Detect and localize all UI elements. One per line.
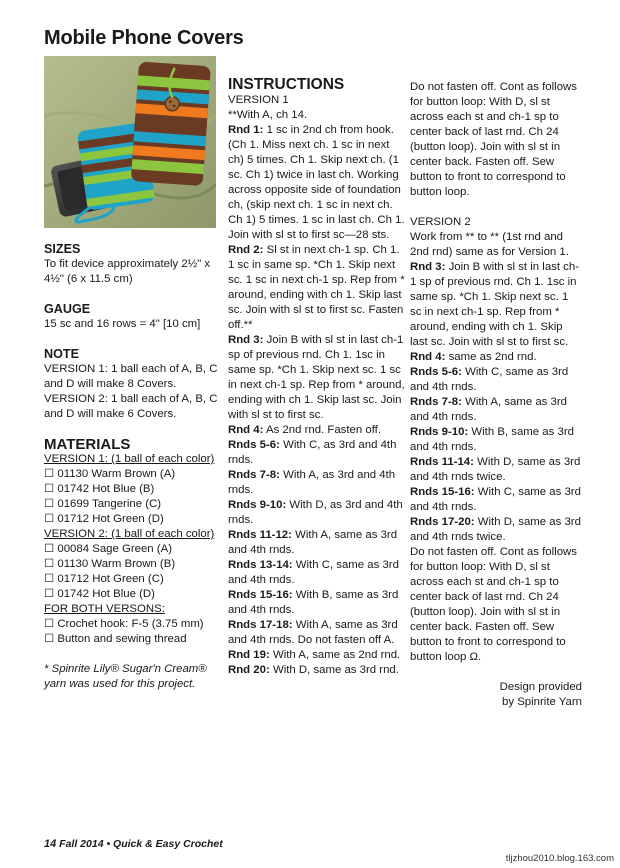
round-text: Join B with sl st in last ch-1 sp of previous rnd. Ch 1. 1sc in same sp. *Ch 1. Skip next sc. 1 sc in next ch-1 sp. Rep from * around, ending with ch 1. Skip last sc. Join with sl st to first sc. [228,334,405,421]
round-text: With A, same as 3rd and 4th rnds. [228,529,398,556]
version1-end: Do not fasten off. Cont as follows for button loop: With D, sl st across each st and ch-1 sp to center back of last rnd. Ch 24 (button loop). Join with sl st in center back. Fasten off. Sew button to front to correspond to button loop. [410,81,577,198]
issue-title: Fall 2014 • Quick & Easy Crochet [56,838,223,850]
round-instruction [228,423,406,438]
round-label: Rnds 7-8: [410,396,462,408]
materials-v2-heading: VERSION 2: (1 ball of each color) [44,528,215,540]
round-instruction [410,455,582,485]
sizes-text: To fit device approximately 2½" x 4½" (6 x 11.5 cm) [44,258,211,285]
round-label: Rnds 17-18: [228,619,293,631]
round-text: As 2nd rnd. Fasten off. [263,424,382,436]
round-instruction [228,588,406,618]
version2-rounds [410,260,582,545]
materials-both-heading: FOR BOTH VERSONS: [44,603,165,615]
gauge-heading: GAUGE [44,302,91,316]
round-instruction [410,515,582,545]
round-label: Rnds 15-16: [228,589,293,601]
round-text: Join B with sl st in last ch-1 sp of previous rnd. Ch 1. 1sc in same sp. *Ch 1. Skip next sc. 1 sc in next ch-1 sp. Rep from * around, ending with ch 1. Skip last sc. Join with sl st to first sc. [410,261,580,348]
round-label: Rnds 9-10: [410,426,469,438]
note-text-1: VERSION 1: 1 ball each of A, B, C and D will make 8 Covers. [44,363,218,390]
material-item: ☐ 01130 Warm Brown (A) [44,468,176,480]
round-text: same as 2nd rnd. [445,351,537,363]
material-item: ☐ 01130 Warm Brown (B) [44,558,176,570]
material-item: ☐ Button and sewing thread [44,633,187,645]
page-footer [44,838,223,850]
left-column [44,242,219,692]
sizes-heading: SIZES [44,242,81,256]
materials-heading: MATERIALS [44,436,131,453]
material-item: ☐ 01699 Tangerine (C) [44,498,162,510]
instruction-start: **With A, ch 14. [228,109,308,121]
round-instruction [228,468,406,498]
round-label: Rnds 13-14: [228,559,293,571]
round-text: With A, same as 3rd and 4th rnds. Do not fasten off A. [228,619,398,646]
instructions-heading: INSTRUCTIONS [228,76,345,93]
middle-column [228,77,406,678]
round-instruction [410,395,582,425]
round-instruction [228,663,406,678]
round-text: With C, same as 3rd and 4th rnds. [410,486,581,513]
page-title: Mobile Phone Covers [44,27,244,49]
round-text: With A, same as 2nd rnd. [269,649,401,661]
watermark: tljzhou2010.blog.163.com [505,853,614,864]
round-label: Rnds 5-6: [410,366,462,378]
note-text-2: VERSION 2: 1 ball each of A, B, C and D will make 6 Covers. [44,393,218,420]
round-text: With B, same as 3rd and 4th rnds. [228,589,399,616]
round-label: Rnds 17-20: [410,516,475,528]
note-heading: NOTE [44,347,79,361]
round-label: Rnd 1: [228,124,264,136]
round-instruction [228,123,406,243]
round-label: Rnd 4: [228,424,264,436]
round-instruction [410,365,582,395]
version2-end: Do not fasten off. Cont as follows for button loop: With D, sl st across each st and ch-1 sp to center back of last rnd. Ch 24 (button loop). Join with sl st in center back. Fasten off. Sew button to front to correspond to button loop Ω. [410,546,577,663]
design-credit-2: by Spinrite Yarn [502,696,582,708]
round-text: With D, same as 3rd and 4th rnds twice. [410,516,581,543]
version2-start: Work from ** to ** (1st rnd and 2nd rnd) same as for Version 1. [410,231,569,258]
round-instruction [228,333,406,423]
round-text: With C, as 3rd and 4th rnds. [228,439,397,466]
round-label: Rnds 11-12: [228,529,292,541]
material-item: ☐ 01712 Hot Green (D) [44,513,164,525]
round-instruction [228,648,406,663]
gauge-text: 15 sc and 16 rows = 4" [10 cm] [44,318,201,330]
round-instruction [228,558,406,588]
round-label: Rnd 19: [228,649,270,661]
round-text: Sl st in next ch-1 sp. Ch 1. 1 sc in same sp. *Ch 1. Skip next sc. 1 sc in next ch-1 sp. Rep from * around, ending with ch 1. Skip last sc. Join with sl st to first sc. Fasten off.** [228,244,405,331]
round-text: With C, same as 3rd and 4th rnds. [228,559,399,586]
material-item: ☐ 01742 Hot Blue (B) [44,483,155,495]
round-instruction [410,350,582,365]
round-label: Rnd 3: [228,334,264,346]
round-text: With C, same as 3rd and 4th rnds. [410,366,569,393]
round-instruction [410,260,582,350]
round-label: Rnd 3: [410,261,446,273]
right-column [410,80,582,710]
round-label: Rnd 4: [410,351,446,363]
material-item: ☐ 01742 Hot Blue (D) [44,588,155,600]
yarn-note: * Spinrite Lily® Sugar'n Cream® yarn was used for this project. [44,663,207,690]
round-text: With D, same as 3rd and 4th rnds twice. [410,456,581,483]
material-item: ☐ 00084 Sage Green (A) [44,543,172,555]
round-instruction [410,485,582,515]
round-text: With D, same as 3rd rnd. [269,664,399,676]
material-item: ☐ 01712 Hot Green (C) [44,573,164,585]
version1-rounds [228,123,406,678]
version1-label: VERSION 1 [228,94,289,106]
round-text: 1 sc in 2nd ch from hook. (Ch 1. Miss next ch. 1 sc in next ch) 5 times. Ch 1. Skip next ch. (1 sc. Ch 1) twice in last ch. Working across opposite side of foundation ch, (skip next ch. 1 sc in next ch. Ch 1) 5 times. 1 sc in last ch. Ch 1. Join with sl st to first sc—28 sts. [228,124,405,241]
round-label: Rnds 7-8: [228,469,280,481]
design-credit-1: Design provided [499,681,582,693]
materials-v1-heading: VERSION 1: (1 ball of each color) [44,453,215,465]
round-instruction [228,528,406,558]
round-label: Rnds 11-14: [410,456,474,468]
round-label: Rnd 2: [228,244,264,256]
round-text: With A, same as 3rd and 4th rnds. [410,396,567,423]
page-number: 14 [44,838,57,850]
round-text: With A, as 3rd and 4th rnds. [228,469,396,496]
round-text: With D, as 3rd and 4th rnds. [228,499,403,526]
round-instruction [228,438,406,468]
material-item: ☐ Crochet hook: F-5 (3.75 mm) [44,618,204,630]
version2-label: VERSION 2 [410,216,471,228]
round-label: Rnds 9-10: [228,499,287,511]
round-instruction [410,425,582,455]
round-label: Rnds 5-6: [228,439,280,451]
product-photo [44,56,216,228]
round-instruction [228,498,406,528]
round-label: Rnd 20: [228,664,270,676]
round-text: With B, same as 3rd and 4th rnds. [410,426,574,453]
round-instruction [228,618,406,648]
round-instruction [228,243,406,333]
round-label: Rnds 15-16: [410,486,475,498]
